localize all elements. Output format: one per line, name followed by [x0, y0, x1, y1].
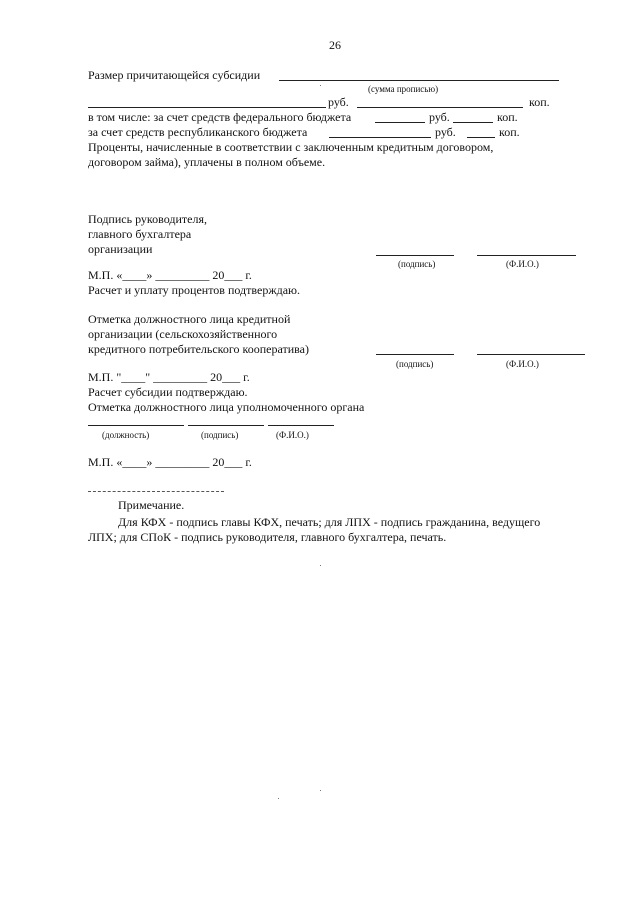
- authorized-line-1: Отметка должностного лица уполномоченного органа: [88, 400, 365, 414]
- authorized-sign-caption: (подпись): [201, 430, 239, 440]
- head-fio-caption: (Ф.И.О.): [506, 259, 539, 269]
- credit-sign-line[interactable]: [376, 354, 454, 355]
- federal-kop-label: коп.: [497, 110, 518, 124]
- stamp-date-3: М.П. «____» _________ 20___ г.: [88, 455, 252, 469]
- stamp-date-2: М.П. "____" _________ 20___ г.: [88, 370, 250, 384]
- credit-fio-caption: (Ф.И.О.): [506, 359, 539, 369]
- credit-sign-caption: (подпись): [396, 359, 434, 369]
- authorized-position-line[interactable]: [88, 425, 184, 426]
- credit-org-line-1: Отметка должностного лица кредитной: [88, 312, 291, 326]
- interest-line-1: Проценты, начисленные в соответствии с заключенным кредитным договором,: [88, 140, 494, 154]
- republic-kop-line[interactable]: [467, 137, 495, 138]
- confirm-interest: Расчет и уплату процентов подтверждаю.: [88, 283, 301, 297]
- head-signature-line-2: главного бухгалтера: [88, 227, 192, 241]
- note-title: Примечание.: [118, 498, 185, 512]
- footnote-separator: [88, 491, 224, 492]
- federal-budget-label: в том числе: за счет средств федерального бюджета: [88, 110, 352, 124]
- credit-org-line-3: кредитного потребительского кооператива): [88, 342, 310, 356]
- interest-line-2: договором займа), уплачены в полном объеме.: [88, 155, 326, 169]
- subsidy-kop-line[interactable]: [357, 107, 523, 108]
- republic-budget-label: за счет средств республиканского бюджета: [88, 125, 308, 139]
- scan-speck: [320, 565, 321, 566]
- subsidy-rub-label: руб.: [328, 95, 349, 109]
- credit-fio-line[interactable]: [477, 354, 585, 355]
- subsidy-kop-label: коп.: [529, 95, 550, 109]
- subsidy-label: Размер причитающейся субсидии: [88, 68, 261, 82]
- subsidy-rub-line[interactable]: [88, 107, 326, 108]
- head-fio-line[interactable]: [477, 255, 576, 256]
- scan-speck: [320, 790, 321, 791]
- credit-org-line-2: организации (сельскохозяйственного: [88, 327, 278, 341]
- head-signature-line-3: организации: [88, 242, 153, 256]
- republic-kop-label: коп.: [499, 125, 520, 139]
- federal-rub-line[interactable]: [375, 122, 425, 123]
- republic-rub-label: руб.: [435, 125, 456, 139]
- note-line-2: ЛПХ; для СПоК - подпись руководителя, главного бухгалтера, печать.: [88, 530, 447, 544]
- head-sign-caption: (подпись): [398, 259, 436, 269]
- authorized-fio-caption: (Ф.И.О.): [276, 430, 309, 440]
- authorized-position-caption: (должность): [102, 430, 150, 440]
- federal-kop-line[interactable]: [453, 122, 493, 123]
- amount-words-caption: (сумма прописью): [368, 84, 439, 94]
- confirm-subsidy: Расчет субсидии подтверждаю.: [88, 385, 248, 399]
- subsidy-amount-line[interactable]: [279, 80, 559, 81]
- stamp-date-1: М.П. «____» _________ 20___ г.: [88, 268, 252, 282]
- page-number: 26: [329, 38, 341, 52]
- authorized-fio-line[interactable]: [268, 425, 334, 426]
- scan-speck: [278, 798, 279, 799]
- head-sign-line[interactable]: [376, 255, 454, 256]
- authorized-sign-line[interactable]: [188, 425, 264, 426]
- republic-rub-line[interactable]: [329, 137, 431, 138]
- note-line-1: Для КФХ - подпись главы КФХ, печать; для ЛПХ - подпись гражданина, ведущего: [118, 515, 541, 529]
- head-signature-line-1: Подпись руководителя,: [88, 212, 207, 226]
- federal-rub-label: руб.: [429, 110, 450, 124]
- scan-speck: [320, 85, 321, 86]
